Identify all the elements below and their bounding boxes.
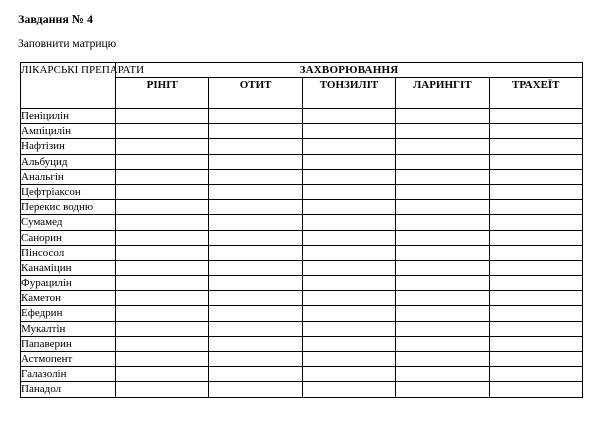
matrix-cell[interactable]	[489, 230, 582, 245]
matrix-cell[interactable]	[116, 169, 209, 184]
matrix-cell[interactable]	[396, 124, 489, 139]
header-row-top	[21, 63, 583, 78]
matrix-cell[interactable]	[489, 109, 582, 124]
matrix-cell[interactable]	[302, 154, 395, 169]
matrix-cell[interactable]	[396, 245, 489, 260]
matrix-cell[interactable]	[209, 124, 302, 139]
drug-name-cell: Каметон	[21, 291, 116, 306]
table-row	[21, 260, 583, 275]
matrix-cell[interactable]	[302, 139, 395, 154]
disease-header-2: ОТИТ	[209, 78, 302, 109]
matrix-cell[interactable]	[489, 139, 582, 154]
matrix-cell[interactable]	[209, 352, 302, 367]
matrix-cell[interactable]	[116, 260, 209, 275]
drug-name-cell: Перекис водню	[21, 200, 116, 215]
matrix-cell[interactable]	[396, 382, 489, 397]
drug-name-cell: Панадол	[21, 382, 116, 397]
matrix-cell[interactable]	[209, 336, 302, 351]
matrix-cell[interactable]	[116, 139, 209, 154]
matrix-cell[interactable]	[302, 382, 395, 397]
drug-name-cell: Санорин	[21, 230, 116, 245]
drug-name-cell: Мукалтін	[21, 321, 116, 336]
table-row	[21, 200, 583, 215]
matrix-cell[interactable]	[209, 367, 302, 382]
matrix-cell[interactable]	[209, 230, 302, 245]
drug-name-cell: Галазолін	[21, 367, 116, 382]
drug-name-cell: Ефедрин	[21, 306, 116, 321]
table-row	[21, 336, 583, 351]
drug-name-cell: Фурацилін	[21, 276, 116, 291]
drugs-column-header: ЛІКАРСЬКІ ПРЕПАРАТИ	[21, 63, 116, 109]
matrix-cell[interactable]	[489, 352, 582, 367]
matrix-cell[interactable]	[396, 276, 489, 291]
matrix-cell[interactable]	[396, 260, 489, 275]
matrix-cell[interactable]	[396, 336, 489, 351]
matrix-cell[interactable]	[489, 215, 582, 230]
drug-name-cell: Астмопент	[21, 352, 116, 367]
matrix-cell[interactable]	[489, 124, 582, 139]
table-row	[21, 367, 583, 382]
matrix-cell[interactable]	[302, 109, 395, 124]
drug-name-cell: Пінсосол	[21, 245, 116, 260]
table-row	[21, 306, 583, 321]
matrix-cell[interactable]	[302, 321, 395, 336]
matrix-cell[interactable]	[209, 276, 302, 291]
matrix-cell[interactable]	[209, 169, 302, 184]
matrix-cell[interactable]	[489, 184, 582, 199]
matrix-cell[interactable]	[396, 291, 489, 306]
matrix-cell[interactable]	[489, 169, 582, 184]
matrix-cell[interactable]	[209, 260, 302, 275]
matrix-cell[interactable]	[116, 336, 209, 351]
matrix-cell[interactable]	[396, 215, 489, 230]
matrix-cell[interactable]	[489, 260, 582, 275]
matrix-cell[interactable]	[209, 306, 302, 321]
matrix-cell[interactable]	[302, 367, 395, 382]
disease-header-3: ТОНЗИЛІТ	[302, 78, 395, 109]
matrix-cell[interactable]	[209, 382, 302, 397]
matrix-cell[interactable]	[396, 321, 489, 336]
disease-header-4: ЛАРИНГІТ	[396, 78, 489, 109]
matrix-cell[interactable]	[302, 276, 395, 291]
matrix-cell[interactable]	[396, 306, 489, 321]
table-row	[21, 230, 583, 245]
matrix-cell[interactable]	[116, 154, 209, 169]
matrix-cell[interactable]	[116, 276, 209, 291]
drug-name-cell: Цефтріаксон	[21, 184, 116, 199]
matrix-cell[interactable]	[209, 215, 302, 230]
matrix-cell[interactable]	[396, 230, 489, 245]
matrix-cell[interactable]	[489, 306, 582, 321]
table-row	[21, 321, 583, 336]
matrix-cell[interactable]	[396, 352, 489, 367]
matrix-cell[interactable]	[396, 139, 489, 154]
matrix-cell[interactable]	[489, 336, 582, 351]
matrix-cell[interactable]	[489, 276, 582, 291]
matrix-cell[interactable]	[302, 169, 395, 184]
table-row	[21, 352, 583, 367]
table-row	[21, 215, 583, 230]
matrix-cell[interactable]	[302, 260, 395, 275]
matrix-cell[interactable]	[209, 200, 302, 215]
matrix-cell[interactable]	[209, 291, 302, 306]
table-row	[21, 291, 583, 306]
matrix-cell[interactable]	[396, 169, 489, 184]
matrix-cell[interactable]	[116, 230, 209, 245]
matrix-cell[interactable]	[489, 154, 582, 169]
drug-name-cell: Канаміцин	[21, 260, 116, 275]
matrix-cell[interactable]	[116, 215, 209, 230]
matrix-cell[interactable]	[489, 382, 582, 397]
matrix-cell[interactable]	[302, 200, 395, 215]
matrix-cell[interactable]	[302, 124, 395, 139]
matrix-cell[interactable]	[209, 245, 302, 260]
matrix-cell[interactable]	[302, 352, 395, 367]
drug-name-cell: Анальгін	[21, 169, 116, 184]
matrix-cell[interactable]	[302, 184, 395, 199]
table-row	[21, 124, 583, 139]
table-row	[21, 382, 583, 397]
drug-name-cell: Сумамед	[21, 215, 116, 230]
matrix-cell[interactable]	[489, 291, 582, 306]
matrix-cell[interactable]	[116, 245, 209, 260]
matrix-cell[interactable]	[116, 306, 209, 321]
matrix-cell[interactable]	[116, 124, 209, 139]
matrix-cell[interactable]	[396, 109, 489, 124]
matrix-cell[interactable]	[302, 306, 395, 321]
matrix-cell[interactable]	[302, 336, 395, 351]
matrix-cell[interactable]	[302, 215, 395, 230]
matrix-cell[interactable]	[116, 382, 209, 397]
drug-name-cell: Альбуцид	[21, 154, 116, 169]
instruction-text: Заповнити матрицю	[18, 38, 117, 50]
table-row	[21, 276, 583, 291]
matrix-cell[interactable]	[302, 230, 395, 245]
matrix-cell[interactable]	[116, 200, 209, 215]
matrix-cell[interactable]	[396, 154, 489, 169]
matrix-cell[interactable]	[396, 367, 489, 382]
matrix-cell[interactable]	[209, 139, 302, 154]
matrix-cell[interactable]	[396, 184, 489, 199]
matrix-cell[interactable]	[302, 291, 395, 306]
matrix-cell[interactable]	[396, 200, 489, 215]
matrix-body	[21, 109, 583, 398]
page-title: Завдання № 4	[18, 12, 93, 26]
disease-header-1: РІНІТ	[116, 78, 209, 109]
matrix-cell[interactable]	[116, 321, 209, 336]
drug-name-cell: Ампіцилін	[21, 124, 116, 139]
drug-disease-matrix	[20, 62, 583, 398]
drug-name-cell: Пеніцилін	[21, 109, 116, 124]
matrix-cell[interactable]	[489, 367, 582, 382]
matrix-cell[interactable]	[209, 154, 302, 169]
table-row	[21, 109, 583, 124]
diseases-group-header: ЗАХВОРЮВАННЯ	[116, 63, 583, 78]
matrix-cell[interactable]	[209, 184, 302, 199]
matrix-cell[interactable]	[116, 291, 209, 306]
table-row	[21, 184, 583, 199]
matrix-cell[interactable]	[116, 184, 209, 199]
table-row	[21, 154, 583, 169]
table-row	[21, 139, 583, 154]
disease-header-5: ТРАХЕЇТ	[489, 78, 582, 109]
matrix-cell[interactable]	[489, 245, 582, 260]
matrix-cell[interactable]	[116, 367, 209, 382]
matrix-cell[interactable]	[489, 200, 582, 215]
matrix-cell[interactable]	[116, 109, 209, 124]
table-row	[21, 169, 583, 184]
drug-name-cell: Нафтізин	[21, 139, 116, 154]
drug-name-cell: Папаверин	[21, 336, 116, 351]
matrix-cell[interactable]	[489, 321, 582, 336]
matrix-cell[interactable]	[209, 109, 302, 124]
matrix-cell[interactable]	[302, 245, 395, 260]
table-row	[21, 245, 583, 260]
matrix-cell[interactable]	[116, 352, 209, 367]
matrix-cell[interactable]	[209, 321, 302, 336]
